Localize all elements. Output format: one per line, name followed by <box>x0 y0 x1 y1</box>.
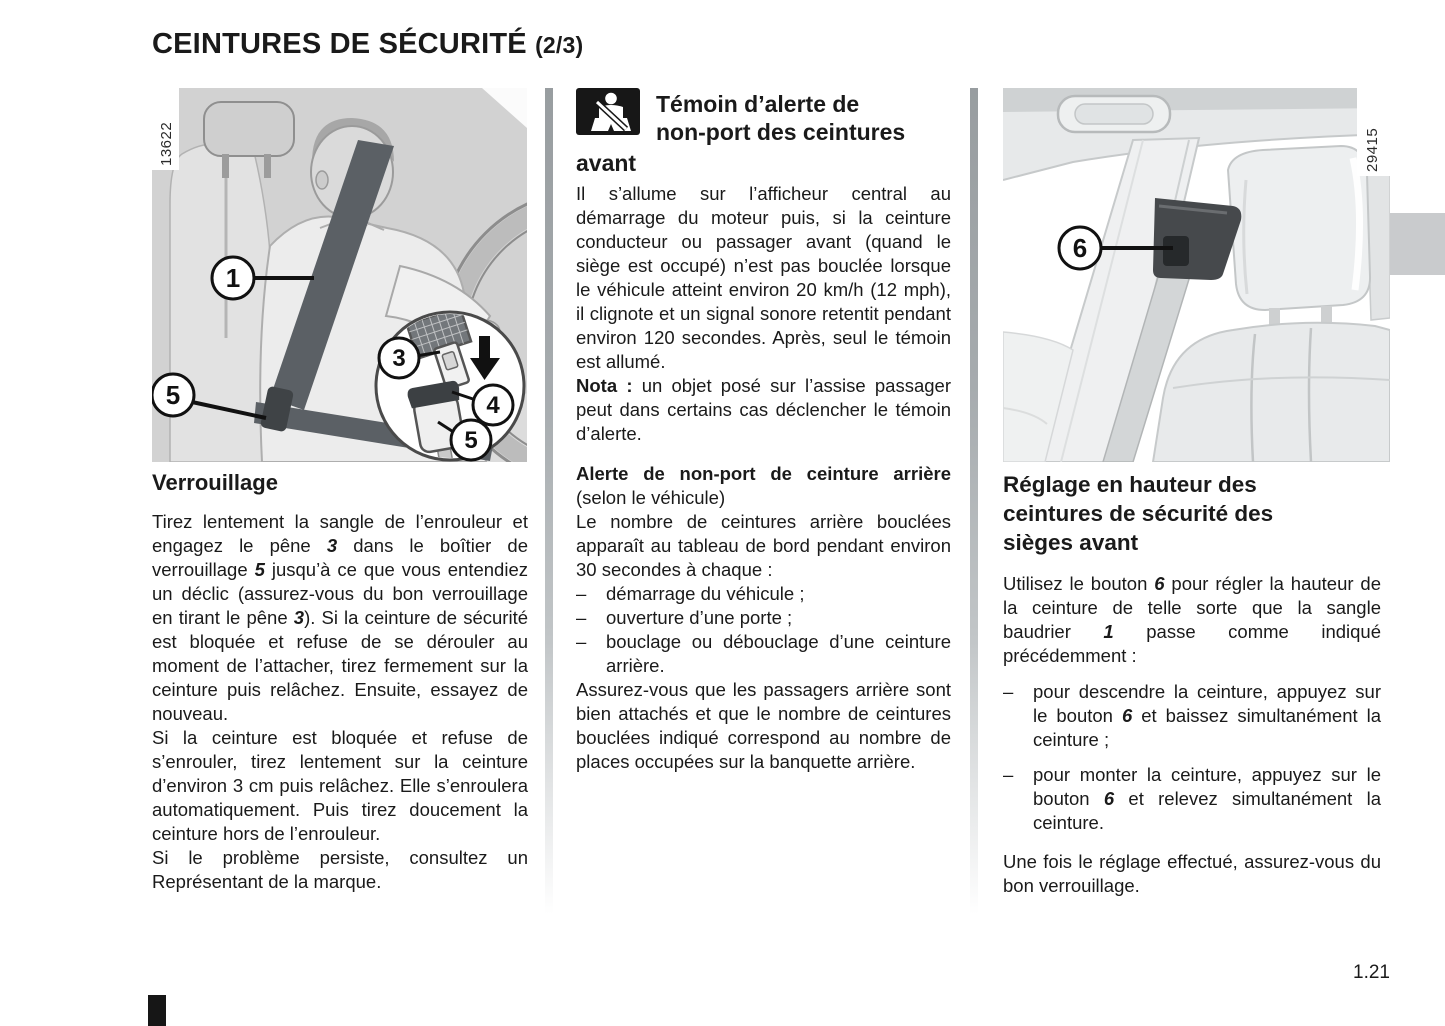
page-number: 1.21 <box>1353 962 1390 983</box>
callout-4: 4 <box>486 392 500 419</box>
section-temoin-alerte <box>576 88 951 774</box>
paragraph: Assurez-vous que les passagers arrière sont bien attachés et que le nombre de ceintures bouclées indiqué correspond au nombre de places occupées sur la banquette arrière. <box>576 679 951 772</box>
paragraph: Le nombre de ceintures arrière bouclées apparaît au tableau de bord pendant environ 30 secondes à chaque : <box>576 511 951 580</box>
belt-height-adjuster-illustration <box>1003 88 1390 462</box>
list-item: – ouverture d’une porte ; <box>576 607 793 628</box>
paragraph: Si le problème persiste, consultez un Représentant de la marque. <box>152 847 528 892</box>
print-registration-mark <box>148 995 166 1026</box>
paragraph: Tirez lentement la sangle de l’enrouleur et engagez le pêne 3 dans le boîtier de verrouillage 5 jusqu’à ce que vous entendiez un déclic (assurez-vous du bon verrouillage en tirant le pêne 3). Si la ceinture de sécurité est bloquée et refuse de se dérouler au moment de l’attacher, tirez fermement sur la ceinture puis relâchez. Ensuite, essayez de nouveau. <box>152 511 528 724</box>
seatbelt-warning-icon <box>576 88 640 135</box>
list-item: – pour monter la ceinture, appuyez sur le bouton 6 et relevez simultanément la ceinture. <box>1003 764 1381 833</box>
list-item: – démarrage du véhicule ; <box>576 583 805 604</box>
figure-driver-seatbelt <box>152 88 527 462</box>
callout-1: 1 <box>225 263 241 293</box>
callout-3: 3 <box>392 345 406 372</box>
page-title-main: CEINTURES DE SÉCURITÉ <box>152 28 527 60</box>
list-item: – pour descendre la ceinture, appuyez sur le bouton 6 et baissez simultanément la ceinture ; <box>1003 681 1381 750</box>
column-divider <box>545 88 553 940</box>
paragraph: Utilisez le bouton 6 pour régler la hauteur de la ceinture de telle sorte que la sangle baudrier 1 passe comme indiqué précédemment : <box>1003 573 1382 666</box>
page-title <box>152 28 583 61</box>
page-title-suffix: (2/3) <box>535 32 584 58</box>
paragraph: Il s’allume sur l’afficheur central au démarrage du moteur puis, si la ceinture conducteur ou passager avant (quand le siège est occupé) n’est pas bouclée lorsque le véhicule atteint environ 20 km/h (12 mph), il clignote et un signal sonore retentit pendant environ 120 secondes. Après, seul le témoin est allumé. <box>576 183 951 372</box>
section-heading: Témoin d’alerte de non-port des ceintures <box>656 91 906 145</box>
section-heading-line3: avant <box>576 150 637 176</box>
section-heading: Réglage en hauteur des ceintures de sécurité des sièges avant <box>1003 472 1274 555</box>
callout-6: 6 <box>1072 233 1088 263</box>
figure-belt-height-adjuster <box>1003 88 1390 462</box>
figure-id-label: 13622 <box>158 121 175 166</box>
paragraph-nota: Nota : un objet posé sur l’assise passager peut dans certains cas déclencher le témoin d’alerte. <box>576 375 951 444</box>
list-item: – bouclage ou débouclage d’une ceinture arrière. <box>576 631 951 676</box>
callout-5-inset: 5 <box>464 427 478 454</box>
driver-seatbelt-illustration <box>152 88 527 462</box>
section-verrouillage <box>152 470 528 894</box>
chapter-edge-tab <box>1390 213 1445 275</box>
paragraph: Si la ceinture est bloquée et refuse de s’enrouler, tirez lentement sur la ceinture d’environ 3 cm puis relâchez. Elle s’enroulera automatiquement. Puis tirez doucement la ceinture hors de l’enrouleur. <box>152 727 528 844</box>
paragraph: Une fois le réglage effectué, assurez-vous du bon verrouillage. <box>1003 851 1381 896</box>
section-reglage-hauteur <box>1003 470 1381 898</box>
sub-heading-rear-alert: Alerte de non-port de ceinture arrière (selon le véhicule) <box>576 463 951 508</box>
callout-5: 5 <box>165 380 181 410</box>
column-divider <box>970 88 978 940</box>
section-heading: Verrouillage <box>152 470 278 495</box>
figure-id-label: 29415 <box>1364 127 1381 172</box>
